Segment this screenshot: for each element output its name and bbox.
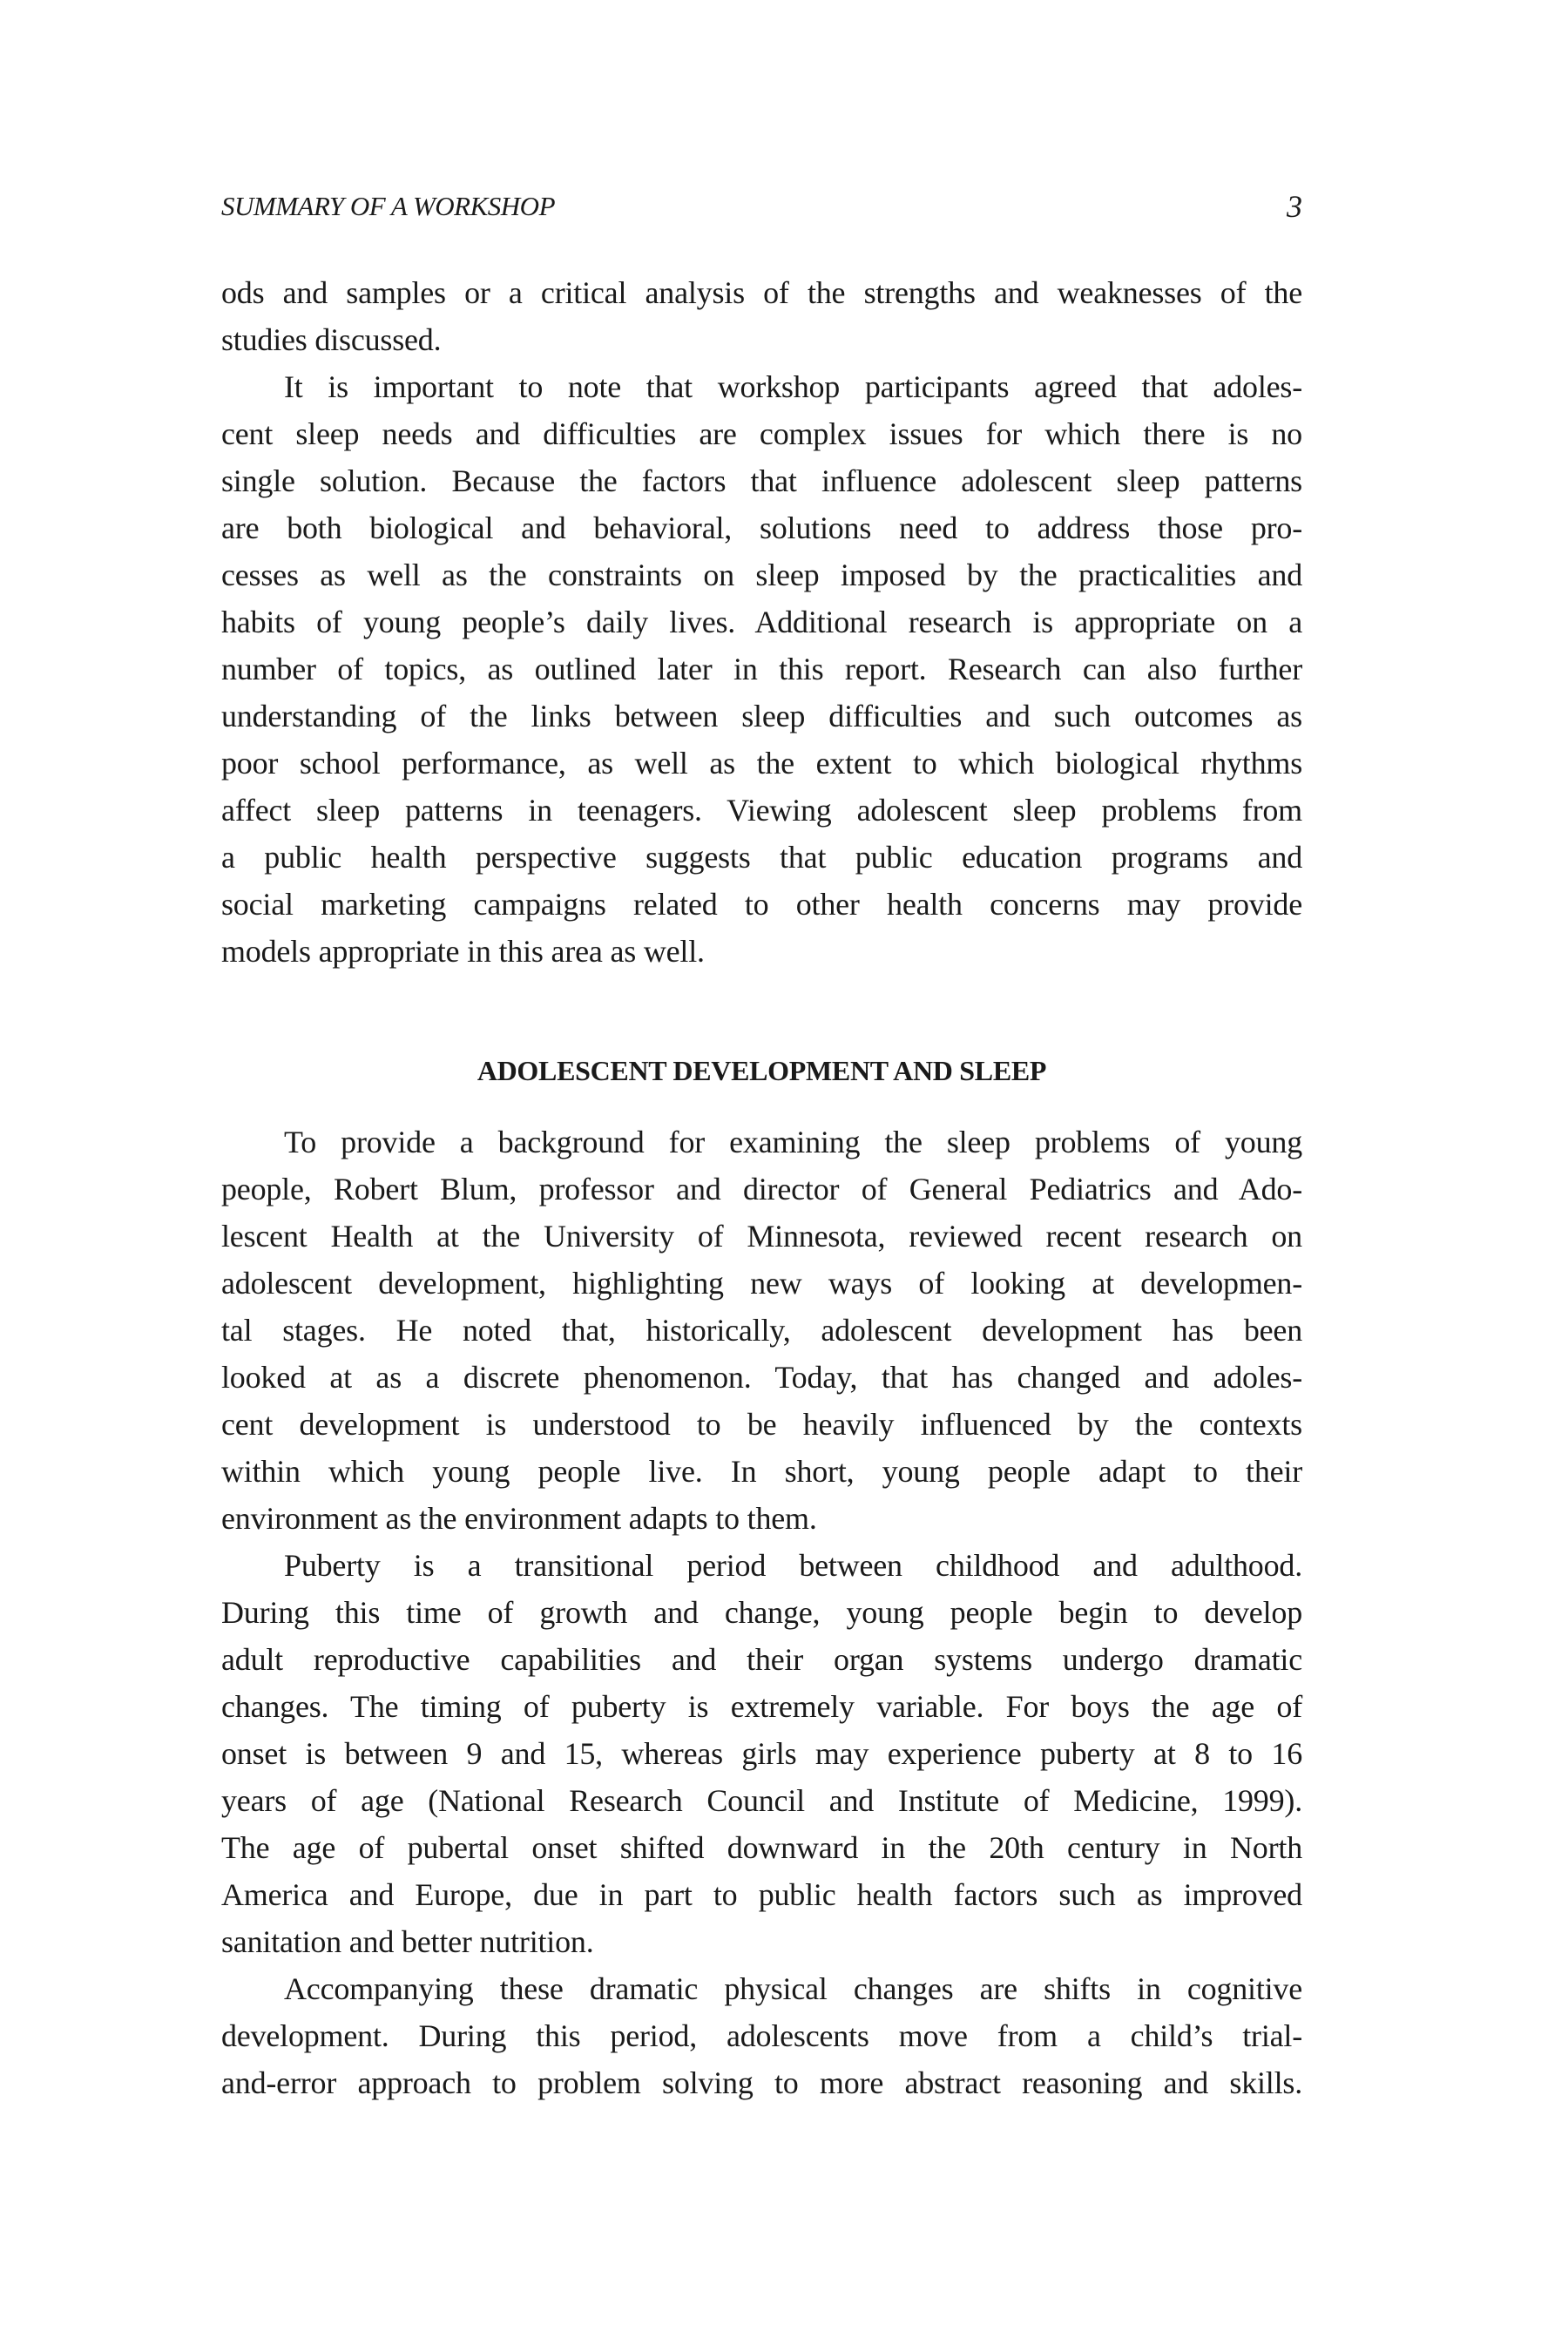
text-line: models appropriate in this area as well. — [221, 934, 705, 969]
text-line: changes. The timing of puberty is extremely variable. For boys the age of — [221, 1689, 1302, 1724]
text-line: adolescent development, highlighting new ways of looking at developmen- — [221, 1266, 1302, 1301]
text-line: The age of pubertal onset shifted downward in the 20th century in North — [221, 1830, 1302, 1865]
text-line: America and Europe, due in part to public health factors such as improved — [221, 1877, 1302, 1912]
text-line: adult reproductive capabilities and their organ systems undergo dramatic — [221, 1642, 1302, 1677]
text-line: During this time of growth and change, young people begin to develop — [221, 1595, 1302, 1630]
text-line: are both biological and behavioral, solutions need to address those pro- — [221, 510, 1302, 545]
page-number: 3 — [1287, 189, 1302, 224]
text-line: onset is between 9 and 15, whereas girls may experience puberty at 8 to 16 — [221, 1736, 1302, 1771]
text-line: cent sleep needs and difficulties are complex issues for which there is no — [221, 416, 1302, 451]
text-line: tal stages. He noted that, historically, adolescent development has been — [221, 1313, 1302, 1348]
paragraph — [221, 363, 1302, 975]
text-line: It is important to note that workshop participants agreed that adoles- — [284, 369, 1302, 404]
running-header — [221, 186, 1302, 226]
text-line: cent development is understood to be heavily influenced by the contexts — [221, 1407, 1302, 1442]
running-title: SUMMARY OF A WORKSHOP — [221, 191, 556, 221]
section-2-body — [221, 1119, 1302, 2106]
text-line: lescent Health at the University of Minnesota, reviewed recent research on — [221, 1219, 1302, 1254]
text-line: Accompanying these dramatic physical changes are shifts in cognitive — [284, 1971, 1302, 2006]
section-1-body — [221, 269, 1302, 975]
text-line: years of age (National Research Council and Institute of Medicine, 1999). — [221, 1783, 1302, 1818]
text-line: a public health perspective suggests that public education programs and — [221, 840, 1302, 875]
paragraph — [221, 1965, 1302, 2106]
text-line: and-error approach to problem solving to more abstract reasoning and skills. — [221, 2065, 1302, 2100]
section-heading: ADOLESCENT DEVELOPMENT AND SLEEP — [476, 1055, 1047, 1086]
text-line: environment as the environment adapts to them. — [221, 1501, 817, 1536]
text-line: poor school performance, as well as the extent to which biological rhythms — [221, 746, 1302, 781]
text-line: number of topics, as outlined later in this report. Research can also further — [221, 652, 1302, 686]
text-line: cesses as well as the constraints on sleep imposed by the practicalities and — [221, 558, 1302, 592]
text-line: understanding of the links between sleep difficulties and such outcomes as — [221, 699, 1302, 733]
text-line: development. During this period, adolescents move from a child’s trial- — [221, 2018, 1302, 2053]
text-line: single solution. Because the factors that influence adolescent sleep patterns — [221, 463, 1302, 498]
text-line: ods and samples or a critical analysis of the strengths and weaknesses of the — [221, 275, 1302, 310]
text-line: affect sleep patterns in teenagers. Viewing adolescent sleep problems from — [221, 793, 1302, 828]
text-line: people, Robert Blum, professor and director of General Pediatrics and Ado- — [221, 1172, 1302, 1206]
text-line: habits of young people’s daily lives. Additional research is appropriate on a — [221, 605, 1302, 639]
paragraph — [221, 1119, 1302, 1542]
text-line: studies discussed. — [221, 322, 442, 357]
text-line: To provide a background for examining the sleep problems of young — [284, 1125, 1302, 1159]
paragraph — [221, 1542, 1302, 1965]
text-line: looked at as a discrete phenomenon. Today, that has changed and adoles- — [221, 1360, 1302, 1395]
text-line: sanitation and better nutrition. — [221, 1924, 594, 1959]
text-line: within which young people live. In short, young people adapt to their — [221, 1454, 1302, 1489]
text-line: social marketing campaigns related to other health concerns may provide — [221, 887, 1302, 922]
paragraph — [221, 269, 1302, 363]
text-line: Puberty is a transitional period between childhood and adulthood. — [284, 1548, 1302, 1583]
